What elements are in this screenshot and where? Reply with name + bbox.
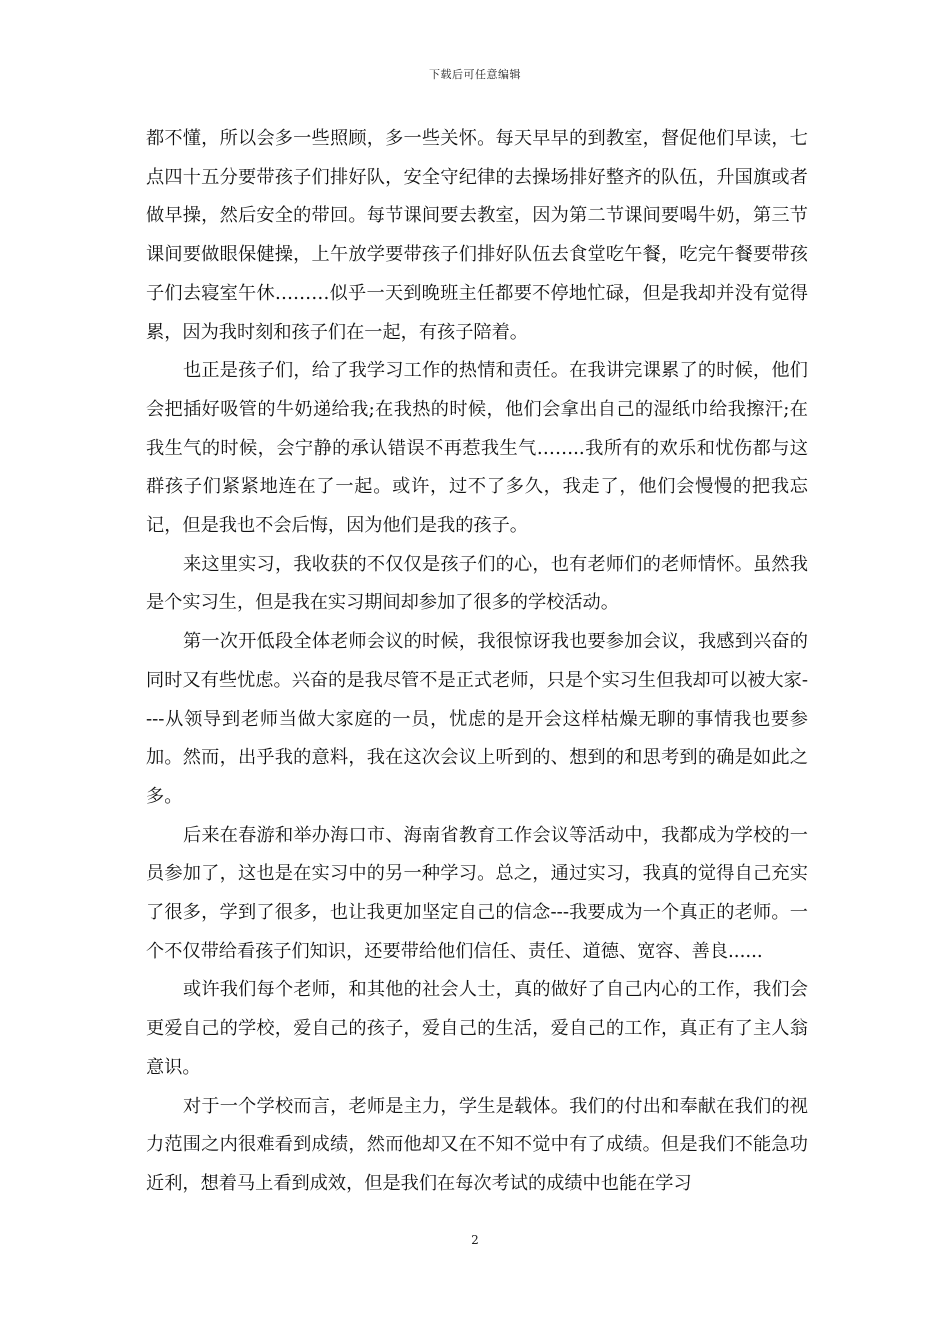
document-body <box>146 120 808 1204</box>
paragraph-2: 也正是孩子们，给了我学习工作的热情和责任。在我讲完课累了的时候，他们会把插好吸管的牛奶递给我;在我热的时候，他们会拿出自己的湿纸巾给我擦汗;在我生气的时候，会宁静的承认错误不再惹我生气……..我所有的欢乐和忧伤都与这群孩子们紧紧地连在了一起。或许，过不了多久，我走了，他们会慢慢的把我忘记，但是我也不会后悔，因为他们是我的孩子。 <box>146 360 808 537</box>
paragraph-5: 后来在春游和举办海口市、海南省教育工作会议等活动中，我都成为学校的一员参加了，这也是在实习中的另一种学习。总之，通过实习，我真的觉得自己充实了很多，学到了很多，也让我更加坚定自己的信念---我要成为一个真正的老师。一个不仅带给看孩子们知识，还要带给他们信任、责任、道德、宽容、善良...... <box>146 824 808 962</box>
paragraph-1: 都不懂，所以会多一些照顾，多一些关怀。每天早早的到教室，督促他们早读，七点四十五分要带孩子们排好队，安全守纪律的去操场排好整齐的队伍，升国旗或者做早操，然后安全的带回。每节课间要去教室，因为第二节课间要喝牛奶，第三节课间要做眼保健操，上午放学要带孩子们排好队伍去食堂吃午餐，吃完午餐要带孩子们去寝室午休………似乎一天到晚班主任都要不停地忙碌，但是我却并没有觉得累，因为我时刻和孩子们在一起，有孩子陪着。 <box>146 128 808 343</box>
paragraph-7: 对于一个学校而言，老师是主力，学生是载体。我们的付出和奉献在我们的视力范围之内很难看到成绩，然而他却又在不知不觉中有了成绩。但是我们不能急功近利，想着马上看到成效，但是我们在每次考试的成绩中也能在学习 <box>146 1095 808 1194</box>
page-number: 2 <box>471 1233 479 1247</box>
paragraph-3: 来这里实习，我收获的不仅仅是孩子们的心，也有老师们的老师情怀。虽然我是个实习生，但是我在实习期间却参加了很多的学校活动。 <box>146 553 808 614</box>
paragraph-6: 或许我们每个老师，和其他的社会人士，真的做好了自己内心的工作，我们会更爱自己的学校，爱自己的孩子，爱自己的生活，爱自己的工作，真正有了主人翁意识。 <box>146 979 808 1078</box>
paragraph-4: 第一次开低段全体老师会议的时候，我很惊讶我也要参加会议，我感到兴奋的同时又有些忧虑。兴奋的是我尽管不是正式老师，只是个实习生但我却可以被大家----从领导到老师当做大家庭的一员，忧虑的是开会这样枯燥无聊的事情我也要参加。然而，出乎我的意料，我在这次会议上听到的、想到的和思考到的确是如此之多。 <box>146 631 808 807</box>
page-header: 下载后可任意编辑 <box>429 68 521 81</box>
